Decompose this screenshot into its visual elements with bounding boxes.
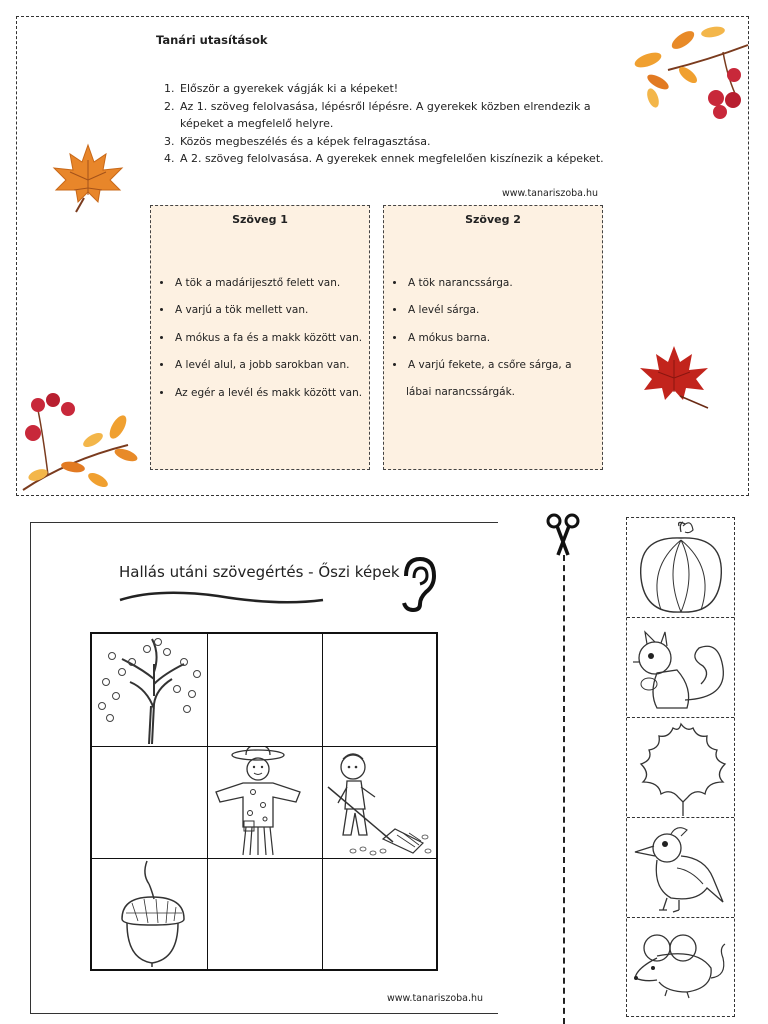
instructions-title: Tanári utasítások [156,33,268,47]
grid-cell[interactable] [92,634,208,747]
cutout-card[interactable] [627,718,734,818]
website-label: www.tanariszoba.hu [502,188,599,199]
instruction-step: 1. Először a gyerekek vágják ki a képeket! [178,80,618,98]
text1-item: • A tök a madárijesztő felett van. [173,270,369,297]
acorn-icon [92,859,206,967]
cutout-card[interactable] [627,918,734,1018]
crow-icon [627,818,734,917]
grid-cell[interactable] [323,634,436,747]
text1-item: • A mókus a fa és a makk között van. [173,325,369,352]
text2-item-continuation: lábai narancssárgák. [406,385,515,398]
text2-list [384,270,602,380]
berry-branch-icon [18,385,143,495]
text1-item: • Az egér a levél és makk között van. [173,380,369,407]
mouse-icon [627,918,734,1017]
text2-item: • A tök narancssárga. [406,270,602,297]
squirrel-icon [627,618,734,717]
red-maple-leaf-icon [636,342,714,410]
tree-icon [92,634,206,746]
grid-cell[interactable] [208,859,323,969]
text1-item: • A levél alul, a jobb sarokban van. [173,352,369,379]
instruction-step: 3. Közös megbeszélés és a képek felragasztása. [178,133,618,151]
text2-item: • A mókus barna. [406,325,602,352]
text2-title: Szöveg 2 [465,213,521,226]
ear-icon [398,556,438,612]
maple-leaf-icon [48,140,128,215]
grid-cell[interactable] [323,859,436,969]
cut-line [563,555,565,1024]
instruction-step: 2. Az 1. szöveg felolvasása, lépésről lépésre. A gyerekek közben elrendezik a képeket a megfelelő helyre. [178,98,618,133]
grid-cell[interactable] [208,634,323,747]
leaf-icon [627,718,734,817]
worksheet-title: Hallás utáni szövegértés - Őszi képek [119,563,400,581]
cutout-card[interactable] [627,818,734,918]
instruction-step: 4. A 2. szöveg felolvasása. A gyerekek ennek megfelelően kiszínezik a képeket. [178,150,618,168]
scissors-icon [546,513,580,557]
grid-cell[interactable] [92,747,208,859]
website-label: www.tanariszoba.hu [387,993,484,1004]
text2-item: • A varjú fekete, a csőre sárga, a [406,352,602,379]
worksheet-border [30,522,31,1014]
title-underline-swoosh [118,588,328,610]
text1-item: • A varjú a tök mellett van. [173,297,369,324]
scarecrow-icon [208,747,321,858]
cutout-cards [626,517,735,1017]
berry-branch-icon [628,20,753,125]
grid-cell[interactable] [92,859,208,969]
pumpkin-icon [627,518,734,617]
worksheet-border [30,1013,498,1014]
text2-item: • A levél sárga. [406,297,602,324]
text2-box [383,205,603,470]
boy-raking-icon [323,747,435,858]
worksheet-border [30,522,498,523]
text1-list [151,270,369,407]
text1-title: Szöveg 1 [232,213,288,226]
cutout-card[interactable] [627,618,734,718]
grid-cell[interactable] [208,747,323,859]
text1-box [150,205,370,470]
cutout-card[interactable] [627,518,734,618]
grid-cell[interactable] [323,747,436,859]
picture-grid [90,632,438,971]
instructions-list [160,80,618,168]
